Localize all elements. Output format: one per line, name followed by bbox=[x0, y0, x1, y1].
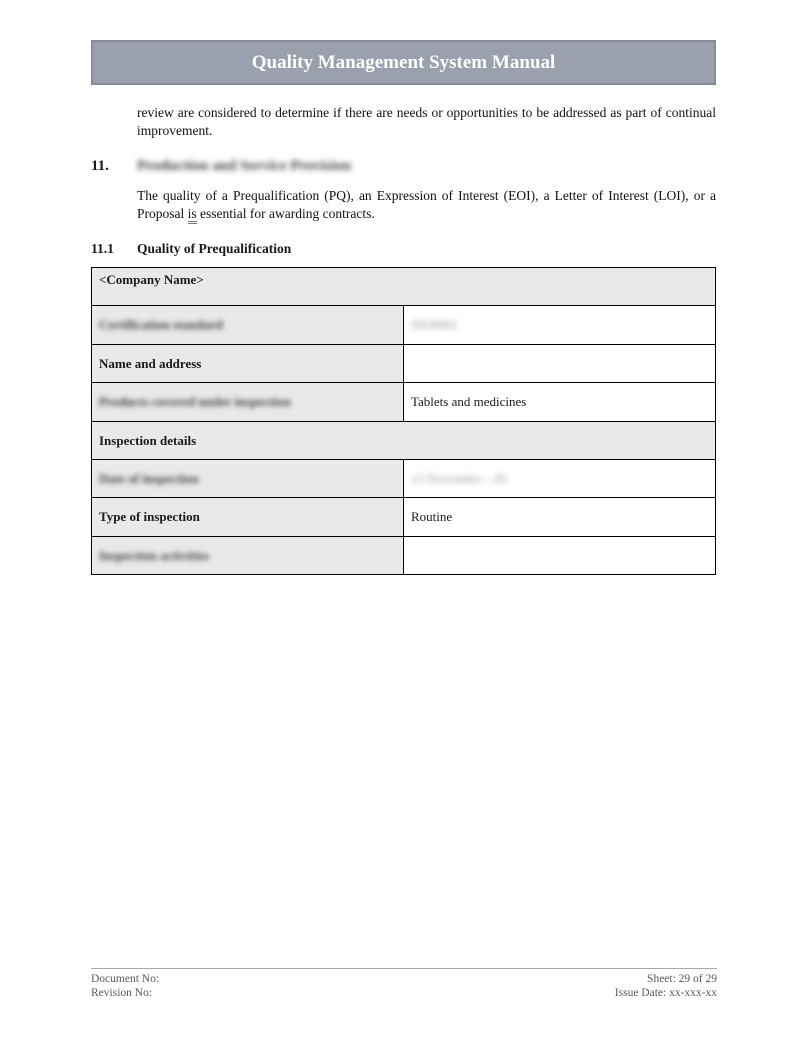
table-row-certification-standard bbox=[92, 306, 716, 345]
intro-paragraph: review are considered to determine if there are needs or opportunities to be addressed as part of continual improvement. bbox=[137, 105, 716, 138]
issue-date: Issue Date: xx-xxx-xx bbox=[614, 987, 717, 999]
company-name-cell: <Company Name> bbox=[92, 268, 716, 306]
products-covered-value: Tablets and medicines bbox=[404, 383, 716, 422]
page-footer bbox=[91, 968, 717, 1000]
table-row-type-of-inspection bbox=[92, 498, 716, 537]
date-of-inspection-label: Date of inspection bbox=[92, 460, 404, 498]
grammar-underlined-word: is bbox=[188, 206, 197, 224]
subsection-title: Quality of Prequalification bbox=[137, 241, 292, 256]
inspection-activities-value bbox=[404, 537, 716, 575]
revision-no-label: Revision No: bbox=[91, 987, 153, 999]
type-of-inspection-label: Type of inspection bbox=[92, 498, 404, 537]
sheet-number: Sheet: 29 of 29 bbox=[647, 973, 717, 985]
table-row-name-address bbox=[92, 345, 716, 383]
table-row-company-header bbox=[92, 268, 716, 306]
name-address-label: Name and address bbox=[92, 345, 404, 383]
name-address-value bbox=[404, 345, 716, 383]
subsection-number: 11.1 bbox=[91, 241, 114, 256]
section-body-after: essential for awarding contracts. bbox=[196, 206, 375, 221]
footer-left bbox=[91, 972, 159, 1000]
certification-standard-label: Certification standard bbox=[92, 306, 404, 345]
section-paragraph bbox=[137, 187, 716, 223]
products-covered-label: Products covered under inspection bbox=[92, 383, 404, 422]
certification-standard-value: ISO9001 bbox=[404, 306, 716, 345]
table-row-inspection-activities bbox=[92, 537, 716, 575]
footer-right bbox=[615, 972, 717, 1000]
inspection-details-cell: Inspection details bbox=[92, 422, 716, 460]
section-title-blurred: Production and Service Provision bbox=[137, 158, 352, 174]
document-no-label: Document No: bbox=[91, 973, 160, 985]
page-title: Quality Management System Manual bbox=[251, 51, 556, 73]
section-body-before: The quality of a Prequalification (PQ), an Expression of Interest (EOI), a Letter of Interest (LOI), or a Proposal bbox=[137, 188, 716, 221]
date-of-inspection-value: 13 November - 20 bbox=[404, 460, 716, 498]
section-number: 11. bbox=[91, 158, 109, 174]
prequalification-table bbox=[91, 267, 716, 575]
inspection-activities-label: Inspection activities bbox=[92, 537, 404, 575]
type-of-inspection-value: Routine bbox=[404, 498, 716, 537]
table-row-products-covered bbox=[92, 383, 716, 422]
table-row-inspection-details bbox=[92, 422, 716, 460]
title-banner bbox=[91, 40, 716, 85]
table-row-date-of-inspection bbox=[92, 460, 716, 498]
